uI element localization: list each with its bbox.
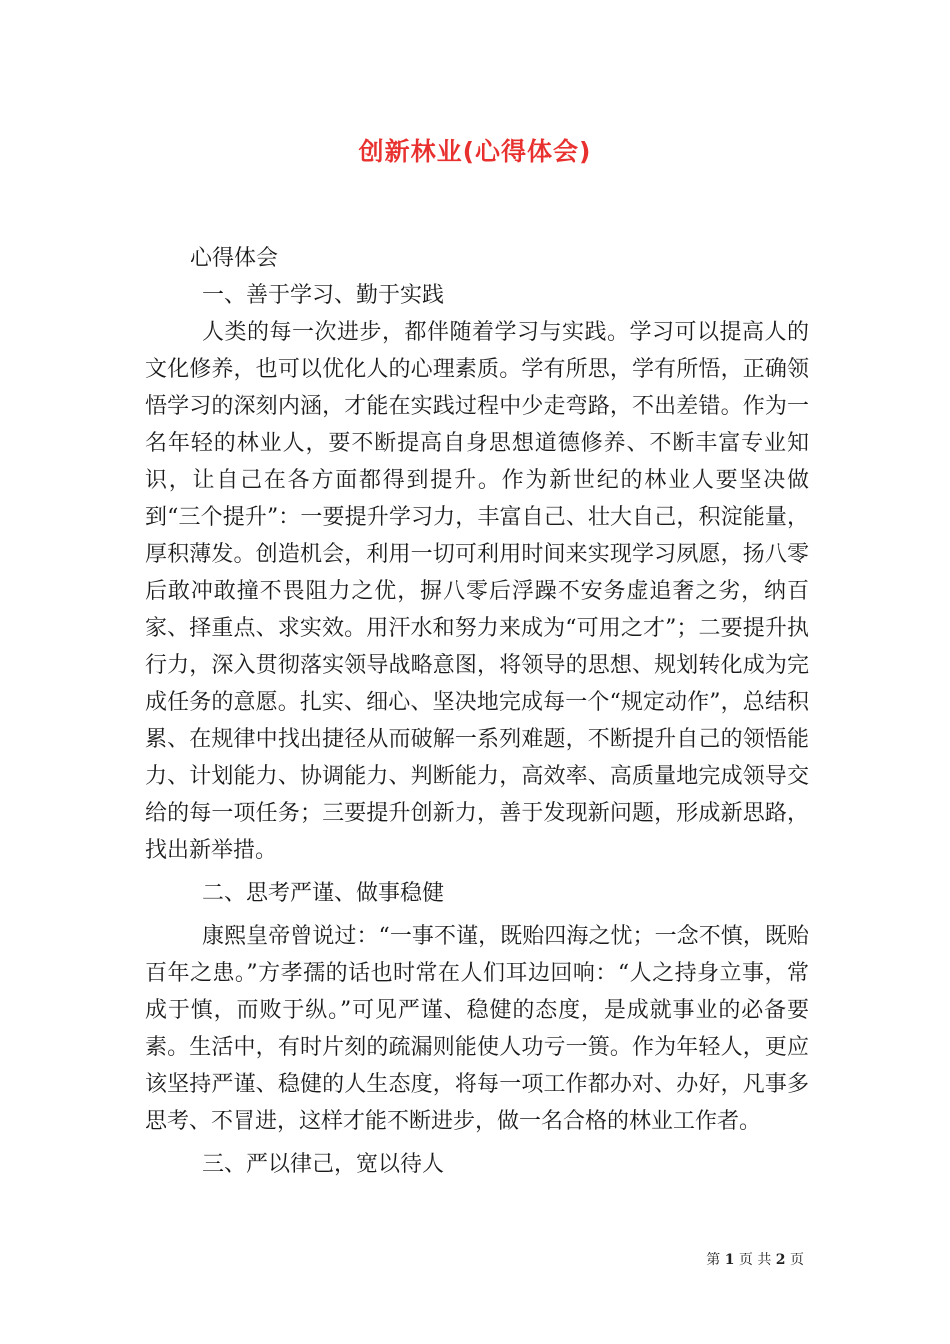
section-heading-3: 三、严以律己，宽以待人	[202, 1152, 445, 1177]
section-paragraph-2: 康熙皇帝曾说过：“一事不谨，既贻四海之忧；一念不慎，既贻百年之患。”方孝孺的话也时常在人们耳边回响：“人之持身立事，常成于慎，而败于纵。”可见严谨、稳健的态度，是成就事业的必备要素。生活中，有时片刻的疏漏则能使人功亏一篑。作为年轻人，更应该坚持严谨、稳健的人生态度，将每一项工作都办对、办好，凡事多思考、不冒进，这样才能不断进步，做一名合格的林业工作者。	[145, 924, 809, 1134]
section-paragraph-1: 人类的每一次进步，都伴随着学习与实践。学习可以提高人的文化修养，也可以优化人的心理素质。学有所思，学有所悟，正确领悟学习的深刻内涵，才能在实践过程中少走弯路，不出差错。作为一名年轻的林业人，要不断提高自身思想道德修养、不断丰富专业知识，让自己在各方面都得到提升。作为新世纪的林业人要坚决做到“三个提升”：一要提升学习力，丰富自己、壮大自己，积淀能量，厚积薄发。创造机会，利用一切可利用时间来实现学习夙愿，扬八零后敢冲敢撞不畏阻力之优，摒八零后浮躁不安务虚追奢之劣，纳百家、择重点、求实效。用汗水和努力来成为“可用之才”；二要提升执行力，深入贯彻落实领导战略意图，将领导的思想、规划转化成为完成任务的意愿。扎实、细心、坚决地完成每一个“规定动作”，总结积累、在规律中找出捷径从而破解一系列难题，不断提升自己的领悟能力、计划能力、协调能力、判断能力，高效率、高质量地完成领导交给的每一项任务；三要提升创新力，善于发现新问题，形成新思路，找出新举措。	[145, 320, 809, 863]
page-footer	[706, 1249, 804, 1269]
section-label: 心得体会	[190, 246, 279, 271]
footer-current-page: 1	[724, 1252, 735, 1268]
section-heading-1: 一、善于学习、勤于实践	[202, 283, 445, 308]
document-title: 创新林业(心得体会)	[358, 137, 592, 166]
section-heading-2: 二、思考严谨、做事稳健	[202, 881, 445, 906]
footer-middle: 页 共	[738, 1252, 772, 1268]
footer-prefix: 第	[706, 1252, 721, 1268]
footer-suffix: 页	[790, 1252, 804, 1268]
document-body	[145, 240, 809, 1183]
footer-total-pages: 2	[775, 1252, 786, 1268]
